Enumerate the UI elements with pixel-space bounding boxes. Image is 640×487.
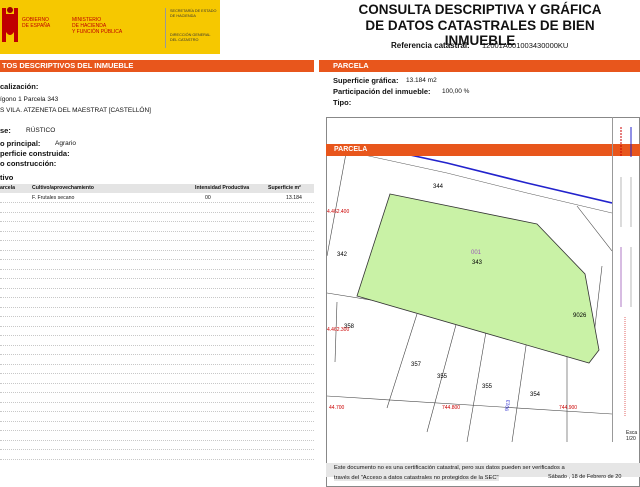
clase-value: RÚSTICO [26, 127, 56, 134]
table-row-divider [0, 316, 314, 317]
table-cell-intensidad: 00 [205, 195, 211, 201]
table-row-divider [0, 202, 314, 203]
map-section-title: PARCELA [326, 144, 640, 156]
coord-label-center: 744.800 [442, 405, 461, 411]
table-row-divider [0, 373, 314, 374]
coord-label-east: 744.900 [559, 405, 578, 411]
secretaria-text: SECRETARÍA DE ESTADO DE HACIENDA [170, 9, 217, 18]
parcel-label-357: 357 [411, 362, 422, 368]
table-row-divider [0, 221, 314, 222]
header-divider [165, 8, 166, 48]
table-row-divider [0, 430, 314, 431]
ref-catastral-label: Referencia catastral: [391, 41, 470, 50]
table-row-divider [0, 459, 314, 460]
coord-label-west: 44.700 [329, 405, 345, 411]
localizacion-line2: S VILA. ATZENETA DEL MAESTRAT [CASTELLÓN] [0, 107, 151, 114]
parcel-343 [357, 194, 599, 363]
ref-catastral-value: 12001A001003430000KU [482, 41, 569, 50]
disclaimer-line2: través del "Acceso a datos catastrales no protegidos de la SEC" [334, 475, 499, 481]
localizacion-label: calización: [0, 82, 39, 91]
superficie-grafica-label: Superficie gráfica: [333, 76, 399, 85]
scale-value: 1/20 [626, 436, 636, 442]
parcel-label-343: 343 [472, 260, 483, 266]
table-row-divider [0, 212, 314, 213]
table-row-divider [0, 383, 314, 384]
col-header-parcela: arcela [0, 185, 16, 191]
table-row-divider [0, 345, 314, 346]
parcel-label-344: 344 [433, 184, 444, 190]
table-row-divider [0, 326, 314, 327]
table-row-divider [0, 269, 314, 270]
map-legend [612, 117, 640, 442]
cadastral-map[interactable] [327, 156, 612, 442]
uso-label: o principal: [0, 139, 41, 148]
col-header-superficie: Superficie m² [268, 185, 301, 191]
table-row-divider [0, 411, 314, 412]
table-row-divider [0, 307, 314, 308]
ministerio-text: MINISTERIO DE HACIENDA Y FUNCIÓN PÚBLICA [72, 17, 123, 35]
section-title-descriptivos: TOS DESCRIPTIVOS DEL INMUEBLE [0, 60, 314, 72]
road-edge [332, 156, 612, 213]
participacion-value: 100,00 % [442, 88, 470, 95]
anio-construccion-label: o construcción: [0, 159, 57, 168]
table-row-divider [0, 364, 314, 365]
table-row-divider [0, 240, 314, 241]
table-row-divider [0, 440, 314, 441]
coord-label-north: 4.462.400 [327, 209, 350, 215]
parcel-label-9026: 9026 [573, 313, 587, 319]
road-label: 9013 [504, 399, 513, 412]
localizacion-line1: ígono 1 Parcela 343 [0, 96, 59, 103]
parcel-label-354: 354 [530, 392, 541, 398]
table-row-divider [0, 402, 314, 403]
table-row-divider [0, 449, 314, 450]
parcel-label-358: 358 [344, 324, 355, 330]
disclaimer-line1: Este documento no es una certificación catastral, pero sus datos pueden ser verificados a [334, 465, 565, 471]
section-title-parcela: PARCELA [319, 60, 640, 72]
direccion-text: DIRECCIÓN GENERAL DEL CATASTRO [170, 33, 211, 42]
tipo-label: Tipo: [333, 98, 352, 107]
table-row-divider [0, 288, 314, 289]
page-title-line1: CONSULTA DESCRIPTIVA Y GRÁFICA [358, 2, 602, 17]
scale-label: Esca [626, 430, 638, 436]
superficie-grafica-value: 13.184 m2 [406, 77, 437, 84]
parcel-label-355a: 355 [437, 374, 448, 380]
footer-date: Sábado , 18 de Febrero de 20 [548, 474, 622, 480]
table-row-divider [0, 354, 314, 355]
superficie-construida-label: perficie construida: [0, 149, 70, 158]
uso-value: Agrario [55, 140, 76, 147]
table-cell-superficie: 13.184 [286, 195, 302, 201]
col-header-intensidad: Intensidad Productiva [195, 185, 250, 191]
parcel-label-342: 342 [337, 252, 348, 258]
col-header-cultivo: Cultivo/aprovechamiento [32, 185, 94, 191]
page-title-line2: DE DATOS CATASTRALES DE BIEN INMUEBLE [365, 18, 595, 48]
table-row-divider [0, 259, 314, 260]
parcel-label-355b: 355 [482, 384, 493, 390]
gobierno-text: GOBIERNO DE ESPAÑA [22, 17, 51, 29]
coord-label-south: 4.462.300 [327, 327, 350, 333]
table-row-divider [0, 392, 314, 393]
table-row-divider [0, 278, 314, 279]
table-row-divider [0, 297, 314, 298]
participacion-label: Participación del inmueble: [333, 87, 431, 96]
table-row-divider [0, 335, 314, 336]
clase-label: se: [0, 126, 11, 135]
cultivo-label: tivo [0, 173, 14, 182]
table-row-divider [0, 250, 314, 251]
table-row-divider [0, 421, 314, 422]
table-cell-cultivo: F. Frutales secano [32, 195, 75, 201]
table-row-divider [0, 231, 314, 232]
parcel-label-001: 001 [471, 250, 482, 256]
